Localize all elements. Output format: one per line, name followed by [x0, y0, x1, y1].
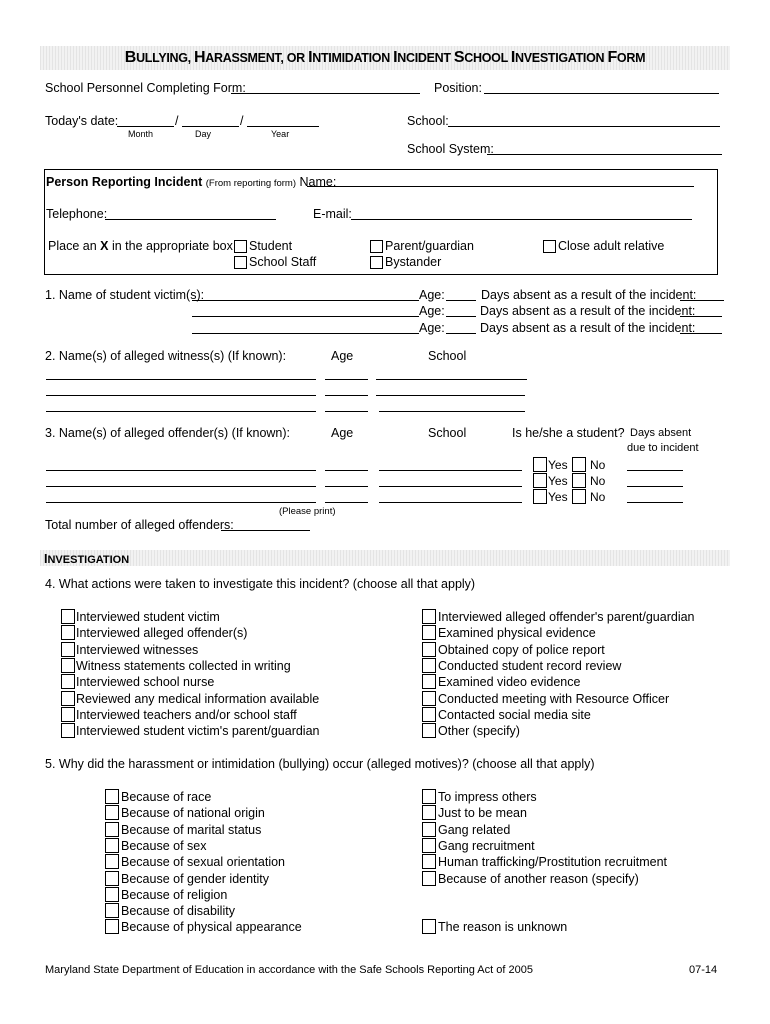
investigation-right-option-2: Examined physical evidence: [438, 626, 596, 641]
motive-right-option-6: Because of another reason (specify): [438, 871, 639, 886]
motive-left-checkbox-6[interactable]: [105, 871, 119, 886]
offender-age-field-1[interactable]: [325, 470, 368, 471]
checkbox-school-staff[interactable]: [234, 256, 247, 269]
witnesses-label: 2. Name(s) of alleged witness(s) (If known):: [45, 349, 287, 363]
investigation-left-option-4: Witness statements collected in writing: [76, 658, 291, 673]
date-sep-1: /: [175, 114, 179, 128]
investigation-left-option-5: Interviewed school nurse: [76, 675, 215, 690]
footer-text: Maryland State Department of Education in accordance with the Safe Schools Reporting Act of 2005: [45, 964, 533, 976]
investigation-right-option-1: Interviewed alleged offender's parent/guardian: [438, 610, 695, 624]
motive-left-option-6: Because of gender identity: [121, 871, 270, 886]
witness-name-field-1[interactable]: [46, 379, 316, 380]
checkbox-bystander[interactable]: [370, 256, 383, 269]
option-school-staff: School Staff: [249, 255, 317, 269]
motive-right-option-2: Just to be mean: [438, 806, 527, 821]
victim-days-label-3: Days absent as a result of the incident:: [480, 321, 696, 335]
telephone-label: Telephone:: [46, 207, 108, 221]
day-label: Day: [195, 129, 212, 139]
motive-left-option-9: Because of physical appearance: [121, 920, 302, 935]
investigation-left-checkbox-6[interactable]: [61, 691, 75, 706]
investigation-left-checkbox-7[interactable]: [61, 707, 75, 722]
form-version: 07-14: [689, 964, 718, 976]
witness-school-header: School: [428, 349, 467, 363]
offender-no-label-1: No: [590, 458, 606, 472]
motive-left-option-4: Because of sex: [121, 838, 207, 853]
investigation-section-bar: [40, 550, 730, 566]
investigation-right-checkbox-8[interactable]: [422, 723, 436, 738]
victim-days-field-2[interactable]: [680, 316, 722, 317]
position-field[interactable]: [484, 93, 719, 94]
offender-days-field-1[interactable]: [627, 470, 683, 471]
motive-right-checkbox-3[interactable]: [422, 822, 436, 837]
offender-no-checkbox-2[interactable]: [572, 473, 586, 488]
checkbox-reason-unknown[interactable]: [422, 919, 436, 934]
option-bystander: Bystander: [385, 255, 442, 269]
form-title: BULLYING, HARASSMENT, OR INTIMIDATION INCIDENT SCHOOL INVESTIGATION FORM: [124, 49, 646, 66]
offender-name-field-1[interactable]: [46, 470, 316, 471]
motive-left-option-8: Because of disability: [121, 904, 235, 919]
victim-name-field-3[interactable]: [192, 333, 419, 334]
investigation-right-option-7: Contacted social media site: [438, 707, 591, 722]
offenders-label: 3. Name(s) of alleged offender(s) (If known):: [45, 426, 291, 440]
witness-name-field-2[interactable]: [46, 395, 316, 396]
investigation-right-option-3: Obtained copy of police report: [438, 642, 605, 657]
motive-left-checkbox-5[interactable]: [105, 854, 119, 869]
investigation-left-option-6: Reviewed any medical information available: [76, 691, 320, 706]
victim-days-label-1: Days absent as a result of the incident:: [481, 288, 697, 302]
q4-label: 4. What actions were taken to investigate this incident? (choose all that apply): [45, 577, 476, 591]
investigation-right-option-5: Examined video evidence: [438, 675, 581, 690]
offender-school-field-2[interactable]: [379, 486, 522, 487]
investigation-right-option-4: Conducted student record review: [438, 658, 622, 673]
offender-yes-label-3: Yes: [548, 490, 568, 504]
offender-days-field-2[interactable]: [627, 486, 683, 487]
offender-yes-checkbox-2[interactable]: [533, 473, 547, 488]
school-field[interactable]: [448, 126, 720, 127]
offender-age-header: Age: [331, 426, 354, 440]
offender-no-checkbox-1[interactable]: [572, 457, 586, 472]
investigation-left-option-3: Interviewed witnesses: [76, 642, 199, 657]
year-label: Year: [271, 129, 290, 139]
investigation-right-checkbox-4[interactable]: [422, 658, 436, 673]
offender-no-checkbox-3[interactable]: [572, 489, 586, 504]
option-student: Student: [249, 239, 293, 253]
investigation-left-option-7: Interviewed teachers and/or school staff: [76, 707, 297, 722]
motive-right-option-4: Gang recruitment: [438, 838, 535, 853]
investigation-left-checkbox-5[interactable]: [61, 674, 75, 689]
investigation-left-option-1: Interviewed student victim: [76, 610, 220, 624]
investigation-right-option-8: Other (specify): [438, 724, 520, 739]
date-sep-2: /: [240, 114, 244, 128]
month-label: Month: [128, 129, 154, 139]
email-field[interactable]: [351, 219, 692, 220]
offender-days-header-1: Days absent: [630, 427, 692, 439]
offender-yes-label-2: Yes: [548, 474, 568, 488]
offender-school-field-3[interactable]: [379, 502, 522, 503]
victims-label: 1. Name of student victim(s):: [45, 288, 205, 302]
witness-school-field-3[interactable]: [379, 411, 525, 412]
offender-yes-label-1: Yes: [548, 458, 568, 472]
motive-left-checkbox-9[interactable]: [105, 919, 119, 934]
motive-left-option-7: Because of religion: [121, 887, 228, 902]
investigation-right-checkbox-2[interactable]: [422, 625, 436, 640]
offender-age-field-2[interactable]: [325, 486, 368, 487]
witness-age-header: Age: [331, 349, 354, 363]
option-parent-guardian: Parent/guardian: [385, 239, 474, 253]
motive-left-option-3: Because of marital status: [121, 822, 262, 837]
motive-left-option-1: Because of race: [121, 790, 212, 804]
investigation-left-option-2: Interviewed alleged offender(s): [76, 626, 248, 641]
checkbox-close-adult-relative[interactable]: [543, 240, 556, 253]
motive-left-checkbox-1[interactable]: [105, 789, 119, 804]
date-day-field[interactable]: [182, 126, 239, 127]
system-field[interactable]: [487, 154, 722, 155]
offender-yes-checkbox-3[interactable]: [533, 489, 547, 504]
investigation-title: INVESTIGATION: [44, 552, 130, 566]
witness-age-field-2[interactable]: [325, 395, 368, 396]
offender-no-label-2: No: [590, 474, 606, 488]
checkbox-parent-guardian[interactable]: [370, 240, 383, 253]
motive-left-checkbox-7[interactable]: [105, 887, 119, 902]
victim-days-field-3[interactable]: [680, 333, 722, 334]
investigation-left-checkbox-4[interactable]: [61, 658, 75, 673]
offender-school-header: School: [428, 426, 467, 440]
motive-left-checkbox-4[interactable]: [105, 838, 119, 853]
victim-days-label-2: Days absent as a result of the incident:: [480, 304, 696, 318]
option-reason-unknown: The reason is unknown: [438, 920, 568, 934]
position-label: Position:: [434, 81, 482, 95]
victim-name-field-1[interactable]: [192, 300, 419, 301]
reporter-heading: Person Reporting Incident (From reporting form) Name:: [46, 175, 337, 189]
investigation-right-checkbox-1[interactable]: [422, 609, 436, 624]
motive-left-option-5: Because of sexual orientation: [121, 855, 285, 870]
total-offenders-label: Total number of alleged offenders:: [45, 518, 234, 532]
total-offenders-field[interactable]: [221, 530, 310, 531]
motive-left-checkbox-8[interactable]: [105, 903, 119, 918]
telephone-field[interactable]: [105, 219, 276, 220]
victim-age-label-3: Age:: [419, 321, 445, 335]
offender-name-field-2[interactable]: [46, 486, 316, 487]
date-year-field[interactable]: [247, 126, 319, 127]
place-x-instruction: Place an X in the appropriate box: [48, 239, 233, 253]
motive-left-checkbox-2[interactable]: [105, 805, 119, 820]
victim-age-label-2: Age:: [419, 304, 445, 318]
personnel-field[interactable]: [231, 93, 420, 94]
investigation-right-option-6: Conducted meeting with Resource Officer: [438, 691, 670, 706]
email-label: E-mail:: [313, 207, 352, 221]
witness-age-field-3[interactable]: [325, 411, 368, 412]
offender-days-header-2: due to incident: [627, 442, 699, 454]
offender-student-header: Is he/she a student?: [512, 426, 625, 440]
investigation-right-checkbox-5[interactable]: [422, 674, 436, 689]
offender-age-field-3[interactable]: [325, 502, 368, 503]
motive-right-checkbox-4[interactable]: [422, 838, 436, 853]
investigation-right-checkbox-3[interactable]: [422, 642, 436, 657]
investigation-right-checkbox-7[interactable]: [422, 707, 436, 722]
victim-age-label-1: Age:: [419, 288, 445, 302]
witness-school-field-1[interactable]: [376, 379, 527, 380]
witness-name-field-3[interactable]: [46, 411, 316, 412]
offender-name-field-3[interactable]: [46, 502, 316, 503]
title-bar: [40, 46, 730, 70]
school-label: School:: [407, 114, 449, 128]
motive-left-checkbox-3[interactable]: [105, 822, 119, 837]
motive-right-checkbox-2[interactable]: [422, 805, 436, 820]
offender-days-field-3[interactable]: [627, 502, 683, 503]
witness-age-field-1[interactable]: [325, 379, 368, 380]
investigation-left-checkbox-2[interactable]: [61, 625, 75, 640]
personnel-label: School Personnel Completing Form:: [45, 81, 246, 95]
date-label: Today's date:: [45, 114, 119, 128]
victim-age-field-3[interactable]: [446, 333, 476, 334]
investigation-left-checkbox-8[interactable]: [61, 723, 75, 738]
please-print-note: (Please print): [279, 506, 336, 517]
motive-left-option-2: Because of national origin: [121, 806, 265, 821]
system-label: School System:: [407, 142, 494, 156]
victim-name-field-2[interactable]: [192, 316, 419, 317]
checkbox-student[interactable]: [234, 240, 247, 253]
motive-right-option-1: To impress others: [438, 790, 537, 804]
date-month-field[interactable]: [117, 126, 174, 127]
q5-label: 5. Why did the harassment or intimidation (bullying) occur (alleged motives)? (choose all that apply): [45, 757, 595, 771]
investigation-right-checkbox-6[interactable]: [422, 691, 436, 706]
investigation-left-checkbox-1[interactable]: [61, 609, 75, 624]
motive-right-checkbox-6[interactable]: [422, 871, 436, 886]
offender-yes-checkbox-1[interactable]: [533, 457, 547, 472]
victim-age-field-1[interactable]: [446, 300, 476, 301]
motive-right-checkbox-1[interactable]: [422, 789, 436, 804]
offender-school-field-1[interactable]: [379, 470, 522, 471]
option-close-adult-relative: Close adult relative: [558, 239, 665, 253]
reporter-name-field[interactable]: [307, 186, 694, 187]
victim-age-field-2[interactable]: [446, 316, 476, 317]
investigation-left-checkbox-3[interactable]: [61, 642, 75, 657]
victim-days-field-1[interactable]: [680, 300, 724, 301]
motive-right-option-3: Gang related: [438, 822, 511, 837]
motive-right-option-5: Human trafficking/Prostitution recruitment: [438, 855, 668, 870]
offender-no-label-3: No: [590, 490, 606, 504]
motive-right-checkbox-5[interactable]: [422, 854, 436, 869]
investigation-left-option-8: Interviewed student victim's parent/guardian: [76, 724, 320, 739]
witness-school-field-2[interactable]: [376, 395, 525, 396]
